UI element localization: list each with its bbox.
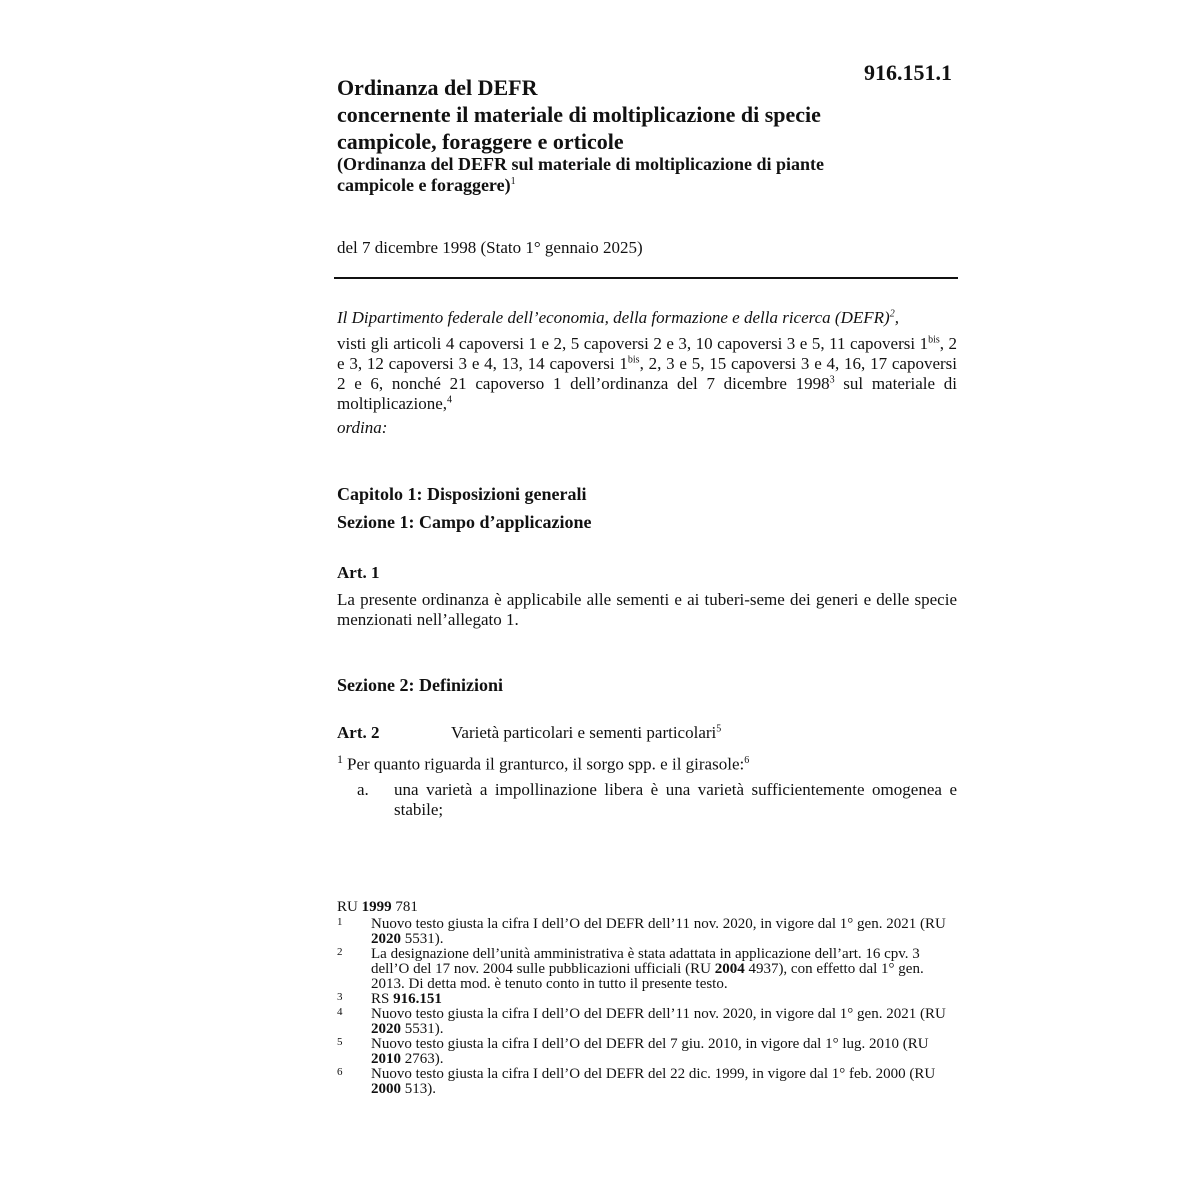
footnote-text: RS	[371, 991, 394, 1007]
footnote	[337, 1067, 957, 1097]
footnote-ref-4[interactable]: 4	[447, 394, 452, 406]
footnote-ref-1[interactable]: 1	[510, 176, 516, 187]
footnote-bold: 2020	[371, 931, 401, 947]
short-title	[337, 154, 937, 196]
header-divider	[334, 277, 958, 279]
footnote-bold: 2010	[371, 1051, 401, 1067]
item-letter: a.	[357, 780, 369, 799]
footnote-bold: 2000	[371, 1081, 401, 1097]
footnote-number: 6	[337, 1066, 343, 1078]
footnote-number: 5	[337, 1036, 343, 1048]
ru-page: 781	[391, 899, 418, 915]
footnote	[337, 947, 957, 992]
title-line-3: campicole, foraggere e orticole	[337, 129, 624, 154]
footnote-bold: 916.151	[393, 991, 442, 1007]
footnote-ref-6[interactable]: 6	[744, 755, 750, 766]
footnote-text: Nuovo testo giusta la cifra I dell’O del DEFR dell’11 nov. 2020, in vigore dal 1° gen. 2021 (RU	[371, 1006, 946, 1022]
footnote-number: 4	[337, 1006, 343, 1018]
footnote-ref-2[interactable]: 2	[889, 308, 895, 320]
footnote-text-end: 4937), con effetto dal 1° gen. 2013. Di detta mod. è tenuto conto in tutto il presente testo.	[371, 961, 924, 992]
article-1-heading: Art. 1	[337, 563, 380, 582]
bis-superscript: bis	[627, 354, 640, 366]
short-title-line-1: (Ordinanza del DEFR sul materiale di moltiplicazione di piante	[337, 154, 824, 174]
document-title	[337, 74, 937, 155]
footnote-text-end: 2763).	[401, 1051, 444, 1067]
footnote	[337, 1007, 957, 1037]
authority-end: ,	[894, 308, 899, 327]
basis-part-a: visti gli articoli 4 capoversi 1 e 2, 5 capoversi 2 e 3, 10 capoversi 3 e 5, 11 capoversi 1	[337, 334, 929, 353]
article-2-subject: Varietà particolari e sementi particolari	[451, 723, 717, 742]
footnote-text: Nuovo testo giusta la cifra I dell’O del DEFR del 7 giu. 2010, in vigore dal 1° lug. 2010 (RU	[371, 1036, 929, 1052]
article-2-paragraph-1	[337, 752, 957, 775]
ru-reference	[337, 900, 957, 915]
footnote	[337, 917, 957, 947]
title-line-2: concernente il materiale di moltiplicazione di specie	[337, 102, 821, 127]
footnote-number: 2	[337, 946, 343, 958]
article-2-heading	[337, 723, 957, 743]
paragraph-number: 1	[337, 752, 343, 766]
basis-part-d: sul materiale di moltiplicazione,	[337, 374, 957, 413]
footnote-text: La designazione dell’unità amministrativa è stata adattata in applicazione dell’art. 16 cpv. 3 dell’O del 17 nov. 2004 sulle pubblicazioni ufficiali (RU	[371, 946, 920, 977]
ru-label: RU	[337, 899, 362, 915]
footnote-number: 1	[337, 916, 343, 928]
preamble-authority	[337, 308, 957, 328]
title-line-1: Ordinanza del DEFR	[337, 75, 538, 100]
footnote-text: Nuovo testo giusta la cifra I dell’O del DEFR del 22 dic. 1999, in vigore dal 1° feb. 2000 (RU	[371, 1066, 936, 1082]
paragraph-text: Per quanto riguarda il granturco, il sorgo spp. e il girasole:	[347, 754, 745, 774]
section-1-heading: Sezione 1: Campo d’applicazione	[337, 512, 592, 532]
footnote-text-end: 5531).	[401, 1021, 444, 1037]
authority-text: Il Dipartimento federale dell’economia, della formazione e della ricerca (DEFR)	[337, 308, 890, 327]
basis-part-c: , 2, 3 e 5, 15 capoversi 3 e 4, 16, 17 capoversi 2 e 6, nonché 21 capoverso 1 dell’ordinanza del 7 dicembre 1998	[337, 354, 957, 393]
footnote-bold: 2004	[714, 961, 745, 977]
document-date: del 7 dicembre 1998 (Stato 1° gennaio 2025)	[337, 238, 643, 257]
footnote	[337, 1037, 957, 1067]
article-2-item-a	[357, 780, 957, 820]
basis-part-b: , 2 e 3, 12 capoversi 3 e 4, 13, 14 capoversi 1	[337, 334, 957, 373]
sr-number: 916.151.1	[864, 60, 952, 85]
bis-superscript: bis	[928, 334, 940, 346]
chapter-1-heading: Capitolo 1: Disposizioni generali	[337, 484, 587, 504]
footnote-bold: 2020	[371, 1021, 401, 1037]
section-2-heading: Sezione 2: Definizioni	[337, 675, 503, 695]
preamble-basis	[337, 334, 957, 414]
item-text: una varietà a impollinazione libera è una varietà sufficientemente omogenea e stabile;	[394, 780, 957, 819]
article-2-number: Art. 2	[337, 723, 380, 742]
footnote-text: Nuovo testo giusta la cifra I dell’O del DEFR dell’11 nov. 2020, in vigore dal 1° gen. 2021 (RU	[371, 916, 946, 932]
footnote-ref-5[interactable]: 5	[716, 723, 722, 735]
short-title-line-2: campicole e foraggere)	[337, 175, 511, 195]
footnote-ref-3[interactable]: 3	[829, 374, 835, 386]
preamble	[337, 308, 957, 438]
footnote-text-end: 513).	[401, 1081, 436, 1097]
article-1-text: La presente ordinanza è applicabile alle sementi e ai tuberi-seme dei generi e delle specie menzionati nell’allegato 1.	[337, 590, 957, 629]
footnote	[337, 992, 957, 1007]
footnotes	[337, 900, 957, 1097]
footnote-number: 3	[337, 991, 343, 1003]
ru-year: 1999	[361, 899, 392, 915]
footnote-text-end: 5531).	[401, 931, 444, 947]
preamble-ordina: ordina:	[337, 418, 388, 437]
